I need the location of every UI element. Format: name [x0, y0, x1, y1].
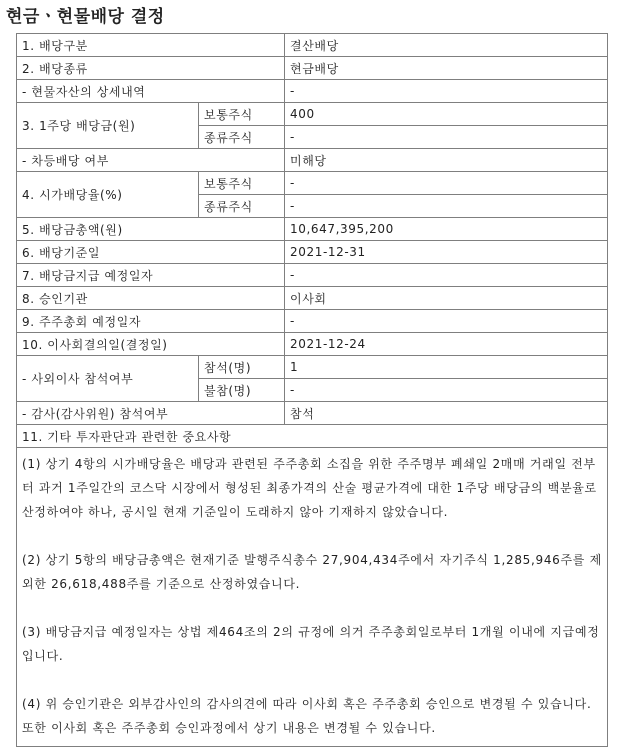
table-row — [17, 310, 608, 333]
table-row — [17, 149, 608, 172]
row-sublabel: 종류주식 — [199, 126, 285, 149]
note-paragraph: (4) 위 승인기관은 외부감사인의 감사의견에 따라 이사회 혹은 주주총회 승인으로 변경될 수 있습니다. 또한 이사회 혹은 주주총회 승인과정에서 상기 내용은 변경될 수 있습니다. — [22, 697, 592, 735]
row-value: 이사회 — [285, 287, 608, 310]
row-sublabel: 불참(명) — [199, 379, 285, 402]
row-label: 9. 주주총회 예정일자 — [17, 310, 285, 333]
row-value: - — [285, 126, 608, 149]
row-label: - 현물자산의 상세내역 — [17, 80, 285, 103]
dividend-table — [16, 33, 608, 747]
table-row — [17, 333, 608, 356]
notes-cell — [17, 448, 608, 747]
row-label: 11. 기타 투자판단과 관련한 중요사항 — [17, 425, 608, 448]
row-sublabel: 보통주식 — [199, 103, 285, 126]
row-label: 5. 배당금총액(원) — [17, 218, 285, 241]
row-label: 6. 배당기준일 — [17, 241, 285, 264]
row-value: 1 — [285, 356, 608, 379]
row-label: 1. 배당구분 — [17, 34, 285, 57]
table-row — [17, 57, 608, 80]
table-row — [17, 425, 608, 448]
table-row — [17, 34, 608, 57]
table-row — [17, 172, 608, 195]
row-value: 2021-12-31 — [285, 241, 608, 264]
row-value: 10,647,395,200 — [285, 218, 608, 241]
row-value: - — [285, 379, 608, 402]
row-label: 4. 시가배당율(%) — [17, 172, 199, 218]
row-label: - 사외이사 참석여부 — [17, 356, 199, 402]
row-value: - — [285, 195, 608, 218]
row-value: - — [285, 172, 608, 195]
table-row — [17, 218, 608, 241]
table-row — [17, 264, 608, 287]
row-value: 미해당 — [285, 149, 608, 172]
row-label: 2. 배당종류 — [17, 57, 285, 80]
row-value: - — [285, 80, 608, 103]
table-row — [17, 241, 608, 264]
row-label: - 차등배당 여부 — [17, 149, 285, 172]
row-value: 2021-12-24 — [285, 333, 608, 356]
row-sublabel: 종류주식 — [199, 195, 285, 218]
row-label: - 감사(감사위원) 참석여부 — [17, 402, 285, 425]
table-row — [17, 356, 608, 379]
row-value: - — [285, 264, 608, 287]
row-label: 7. 배당금지급 예정일자 — [17, 264, 285, 287]
row-label: 8. 승인기관 — [17, 287, 285, 310]
table-row — [17, 402, 608, 425]
row-value: 현금배당 — [285, 57, 608, 80]
row-sublabel: 보통주식 — [199, 172, 285, 195]
note-paragraph: (3) 배당금지급 예정일자는 상법 제464조의 2의 규정에 의거 주주총회일로부터 1개월 이내에 지급예정입니다. — [22, 625, 600, 663]
table-row — [17, 103, 608, 126]
page-title: 현금ㆍ현물배당 결정 — [6, 7, 165, 27]
notes-row — [17, 448, 608, 747]
row-value: 400 — [285, 103, 608, 126]
row-label: 10. 이사회결의일(결정일) — [17, 333, 285, 356]
table-row — [17, 80, 608, 103]
row-value: 참석 — [285, 402, 608, 425]
row-label: 3. 1주당 배당금(원) — [17, 103, 199, 149]
row-sublabel: 참석(명) — [199, 356, 285, 379]
table-row — [17, 287, 608, 310]
row-value: 결산배당 — [285, 34, 608, 57]
row-value: - — [285, 310, 608, 333]
note-paragraph: (2) 상기 5항의 배당금총액은 현재기준 발행주식총수 27,904,434주에서 자기주식 1,285,946주를 제외한 26,618,488주를 기준으로 산정하였습니다. — [22, 553, 602, 591]
note-paragraph: (1) 상기 4항의 시가배당율은 배당과 관련된 주주총회 소집을 위한 주주명부 폐쇄일 2매매 거래일 전부터 과거 1주일간의 코스닥 시장에서 형성된 최종가격의 산술 평균가격에 대한 1주당 배당금의 백분율로 산정하여야 하나, 공시일 현재 기준일이 도래하지 않아 기재하지 않았습니다. — [22, 457, 597, 519]
